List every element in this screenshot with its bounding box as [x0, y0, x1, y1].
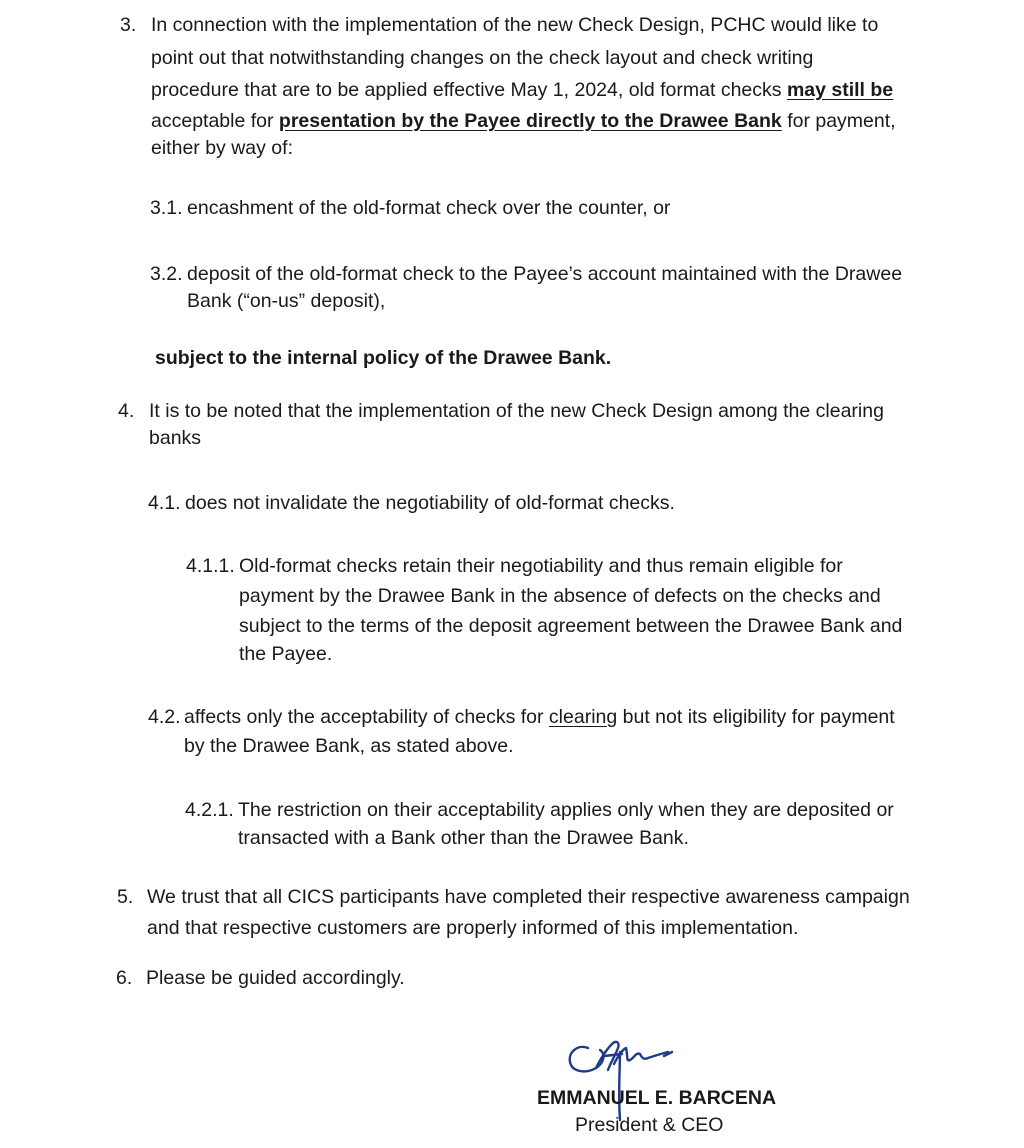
item-4-1-text: does not invalidate the negotiability of old-format checks.: [185, 492, 675, 514]
item-number: 5.: [117, 886, 134, 908]
paragraph-5-line: We trust that all CICS participants have completed their respective awareness campaign: [147, 886, 910, 908]
item-number: 4.2.: [148, 706, 181, 728]
paragraph-3-text: procedure that are to be applied effective May 1, 2024, old format checks: [151, 79, 782, 101]
paragraph-3-line: [151, 75, 911, 106]
item-4-2-line: by the Drawee Bank, as stated above.: [184, 735, 514, 757]
paragraph-3-line: In connection with the implementation of the new Check Design, PCHC would like to: [151, 14, 879, 36]
item-4-1-1-line: payment by the Drawee Bank in the absence of defects on the checks and: [239, 585, 881, 607]
item-4-1-1-line: subject to the terms of the deposit agreement between the Drawee Bank and: [239, 615, 903, 637]
item-4-2-1-line: transacted with a Bank other than the Drawee Bank.: [238, 827, 689, 849]
paragraph-3-text: acceptable for: [151, 110, 274, 132]
paragraph-4-line: It is to be noted that the implementation of the new Check Design among the clearing: [149, 400, 884, 422]
emphasis-clearing: clearing: [548, 706, 618, 728]
paragraph-3-text: for payment,: [787, 110, 896, 132]
item-number: 4.1.: [148, 492, 181, 514]
item-number: 4.2.1.: [185, 799, 234, 821]
emphasis-may-still-be: may still be: [786, 79, 894, 101]
item-3-2-line: Bank (“on-us” deposit),: [187, 290, 386, 312]
paragraph-3-line: point out that notwithstanding changes on the check layout and check writing: [151, 47, 814, 69]
item-number: 3.1.: [150, 197, 183, 219]
item-4-2-text: but not its eligibility for payment: [622, 706, 895, 728]
drawee-policy-note: subject to the internal policy of the Drawee Bank.: [155, 347, 612, 369]
paragraph-4-line: banks: [149, 427, 202, 449]
item-number: 6.: [116, 967, 133, 989]
item-4-2-text: affects only the acceptability of checks for: [184, 706, 544, 728]
item-4-2-1-line: The restriction on their acceptability applies only when they are deposited or: [238, 799, 894, 821]
signatory-name: EMMANUEL E. BARCENA: [537, 1087, 777, 1109]
item-number: 4.1.1.: [186, 555, 235, 577]
item-3-2-line: deposit of the old-format check to the Payee’s account maintained with the Drawee: [187, 263, 903, 285]
item-4-1-1-line: Old-format checks retain their negotiability and thus remain eligible for: [239, 555, 843, 577]
item-4-2-line: [184, 702, 914, 733]
paragraph-5-line: and that respective customers are properly informed of this implementation.: [147, 917, 799, 939]
item-3-1-text: encashment of the old-format check over the counter, or: [187, 197, 671, 219]
item-number: 3.2.: [150, 263, 183, 285]
emphasis-presentation: presentation by the Payee directly to the Drawee Bank: [278, 110, 782, 132]
paragraph-6-text: Please be guided accordingly.: [146, 967, 405, 989]
signatory-title: President & CEO: [575, 1114, 724, 1136]
paragraph-3-line: either by way of:: [151, 137, 293, 159]
item-4-1-1-line: the Payee.: [239, 643, 333, 665]
item-number: 3.: [120, 14, 137, 36]
item-number: 4.: [118, 400, 135, 422]
